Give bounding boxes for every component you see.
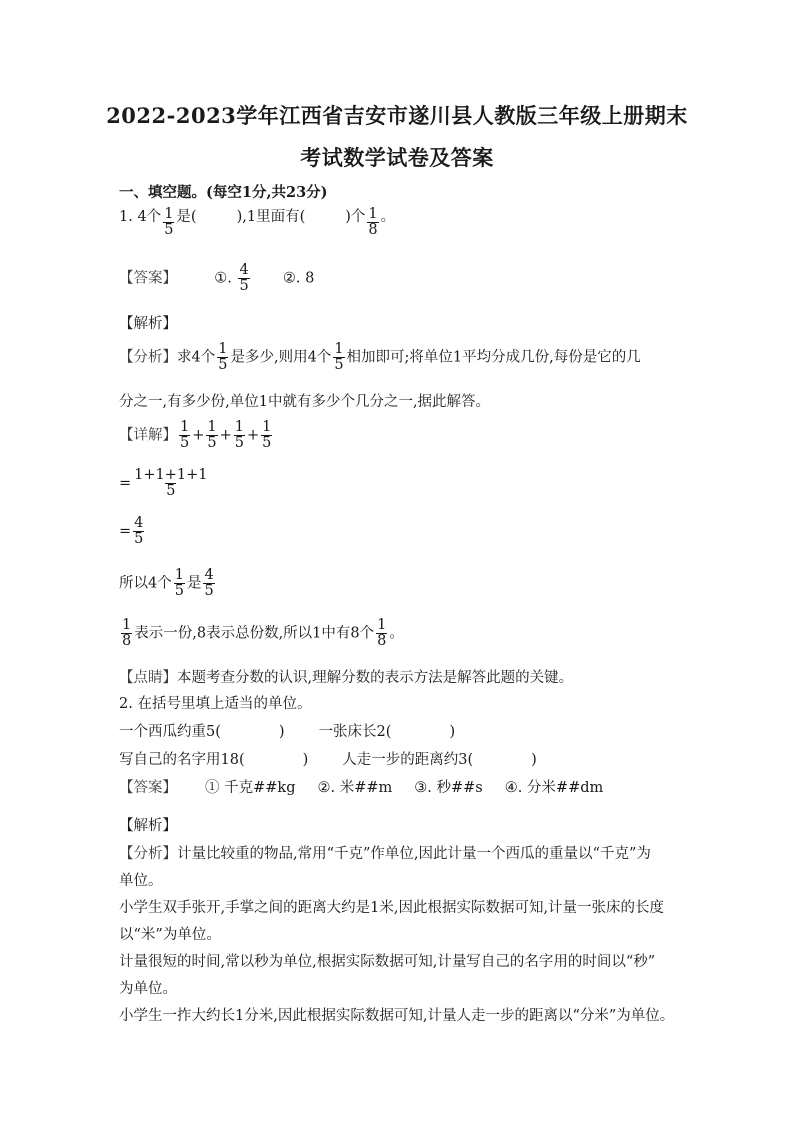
fenxi-label: 【分析】: [119, 846, 177, 862]
fraction-one-fifth: $\frac{1}{5}$: [174, 567, 184, 600]
q1-dianjing: 【点睛】本题考查分数的认识,理解分数的表示方法是解答此题的关键。: [119, 670, 574, 686]
q2-row-1: 一个西瓜约重5( ) 一张床长2( ): [119, 724, 456, 740]
q1-answer-1-fraction: $\frac{4}{5}$: [239, 262, 249, 295]
q1-number: 1.: [119, 209, 133, 225]
q2-para-1a: 【分析】计量比较重的物品,常用“千克”作单位,因此计量一个西瓜的重量以“千克”为: [119, 846, 651, 862]
q1-conclusion: 所以4个 $\frac{1}{5}$ 是 $\frac{4}{5}$: [119, 567, 214, 600]
q1-fraction-one-eighth: $\frac{1}{8}$: [368, 205, 378, 238]
fraction-one-fifth: $\frac{1}{5}$: [218, 341, 228, 374]
q1-answer-1-marker: ①.: [214, 270, 232, 287]
fenxi-label: 【分析】: [119, 349, 177, 366]
q2-para-1b: 单位。: [119, 873, 163, 889]
q2-answer-3: ③. 秒##s: [414, 780, 483, 796]
q2-row-2: 写自己的名字用18( ) 人走一步的距离约3( ): [119, 752, 537, 768]
fraction-one-fifth: $\frac{1}{5}$: [207, 419, 217, 452]
q1-text-c: ),1里面有(: [236, 209, 306, 225]
q2-para-2b: 以“米”为单位。: [119, 927, 221, 943]
fraction-four-fifths: $\frac{4}{5}$: [204, 567, 214, 600]
q1-answer-2: ②. 8: [282, 270, 315, 287]
title-line-2: 考试数学试卷及答案: [300, 145, 494, 170]
answer-label: 【答案】: [119, 780, 177, 796]
q2-para-4: 小学生一拃大约长1分米,因此根据实际数据可知,计量人走一步的距离以“分米”为单位。: [119, 1008, 675, 1024]
fraction-one-fifth: $\frac{1}{5}$: [234, 419, 245, 452]
dianjing-label: 【点睛】: [119, 670, 177, 686]
detail-label: 【详解】: [119, 427, 177, 444]
q2-para-3a: 计量很短的时间,常以秒为单位,根据实际数据可知,计量写自己的名字用的时间以“秒”: [119, 954, 656, 970]
q1-sum-step: = $\frac{1+1+1+1}{5}$: [119, 467, 208, 500]
q1-text-a: 4个: [137, 209, 162, 225]
fraction-sum: $\frac{1+1+1+1}{5}$: [134, 467, 208, 500]
answer-label: 【答案】: [119, 270, 177, 287]
q2-answer-2: ②. 米##m: [317, 780, 393, 796]
fraction-one-fifth: $\frac{1}{5}$: [262, 419, 272, 452]
fraction-one-eighth: $\frac{1}{8}$: [122, 617, 132, 650]
q2-para-2a: 小学生双手张开,手掌之间的距离大约是1米,因此根据实际数据可知,计量一张床的长度: [119, 900, 665, 916]
q1-text-d: )个: [345, 209, 366, 225]
title-line-1: 2022-2023学年江西省吉安市遂川县人教版三年级上册期末: [106, 103, 688, 128]
q1-fenxi-line-1: 【分析】求4个 $\frac{1}{5}$ 是多少,则用4个 $\frac{1}{5}$ 相加即可;将单位1平均分成几份,每份是它的几: [119, 341, 641, 374]
q1-fraction-one-fifth: $\frac{1}{5}$: [164, 205, 174, 238]
q1-answer: [119, 263, 314, 294]
q1-question: [119, 205, 395, 238]
section-heading: 一、填空题。(每空1分,共23分): [119, 184, 328, 201]
q1-eighth-explanation: $\frac{1}{8}$ 表示一份,8表示总份数,所以1中有8个 $\frac{1}{8}$ 。: [122, 617, 404, 650]
q2-answer-4: ④. 分米##dm: [504, 780, 604, 796]
q1-result-step: = $\frac{4}{5}$: [119, 515, 144, 548]
q1-analysis-label: 【解析】: [119, 316, 177, 332]
q1-fenxi-line-2: 分之一,有多少份,单位1中就有多少个几分之一,据此解答。: [119, 394, 491, 410]
fraction-one-fifth: $\frac{1}{5}$: [334, 341, 344, 374]
q1-text-b: 是(: [176, 209, 197, 225]
fraction-one-fifth: $\frac{1}{5}$: [180, 419, 190, 452]
q2-para-3b: 为单位。: [119, 981, 177, 997]
q2-analysis-label: 【解析】: [119, 818, 177, 834]
q2-answer-1: ① 千克##kg: [205, 780, 296, 796]
q1-detail-line: 【详解】 $\frac{1}{5}$ + $\frac{1}{5}$ + $\frac{1}{5}$ + $\frac{1}{5}$: [119, 419, 272, 452]
q2-stem: 2. 在括号里填上适当的单位。: [119, 696, 312, 712]
q1-text-e: 。: [380, 209, 396, 225]
q2-answer: [119, 776, 603, 797]
fraction-one-eighth: $\frac{1}{8}$: [377, 617, 387, 650]
fraction-four-fifths: $\frac{4}{5}$: [134, 515, 144, 548]
